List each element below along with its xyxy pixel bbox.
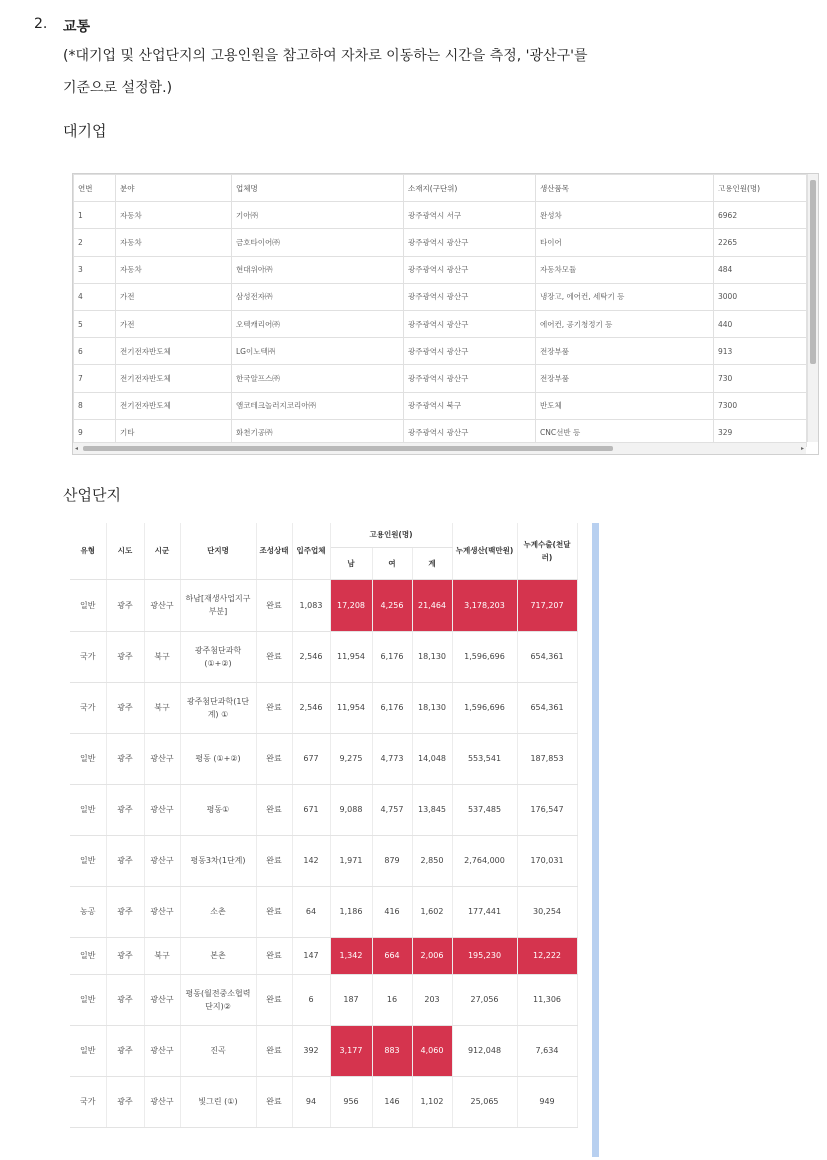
industrial-complex-heading: 산업단지: [63, 486, 121, 504]
location-cell: 광주광역시 북구: [404, 392, 536, 419]
city-cell: 광주: [106, 1025, 144, 1076]
column-header: 고용인원(명): [714, 175, 807, 202]
header-district: 시군: [144, 523, 180, 579]
female-cell: 883: [372, 1025, 412, 1076]
export-cell: 654,361: [517, 631, 577, 682]
production-cell: 1,596,696: [452, 631, 517, 682]
industrial-complex-table: [70, 523, 578, 1128]
name-cell: 평동 (①+②): [180, 733, 256, 784]
production-cell: 195,230: [452, 937, 517, 974]
export-cell: 170,031: [517, 835, 577, 886]
table-row: [70, 631, 577, 682]
product-cell: 에어컨, 공기청정기 등: [536, 310, 714, 337]
name-cell: 광주첨단과학(①+②): [180, 631, 256, 682]
field-cell: 전기전자반도체: [116, 392, 232, 419]
district-cell: 북구: [144, 937, 180, 974]
status-cell: 완료: [256, 937, 292, 974]
companies-cell: 2,546: [292, 682, 330, 733]
companies-cell: 94: [292, 1076, 330, 1127]
production-cell: 27,056: [452, 974, 517, 1025]
name-cell: 광주첨단과학(1단계) ①: [180, 682, 256, 733]
male-cell: 9,275: [330, 733, 372, 784]
employee-count-cell: 2265: [714, 229, 807, 256]
status-cell: 완료: [256, 733, 292, 784]
row-number-cell: 3: [74, 256, 116, 283]
header-male: 남: [330, 547, 372, 579]
city-cell: 광주: [106, 682, 144, 733]
type-cell: 일반: [70, 937, 106, 974]
companies-cell: 1,083: [292, 579, 330, 631]
section-note-line-1: (*대기업 및 산업단지의 고용인원을 참고하여 자차로 이동하는 시간을 측정, '광산구'를: [63, 48, 588, 64]
district-cell: 광산구: [144, 1076, 180, 1127]
location-cell: 광주광역시 서구: [404, 202, 536, 229]
male-cell: 187: [330, 974, 372, 1025]
field-cell: 자동차: [116, 202, 232, 229]
status-cell: 완료: [256, 682, 292, 733]
female-cell: 4,256: [372, 579, 412, 631]
product-cell: 전장부품: [536, 338, 714, 365]
status-cell: 완료: [256, 974, 292, 1025]
table-row: [74, 202, 807, 229]
district-cell: 광산구: [144, 835, 180, 886]
field-cell: 자동차: [116, 256, 232, 283]
product-cell: 전장부품: [536, 365, 714, 392]
column-header: 업체명: [232, 175, 404, 202]
table-row: [70, 784, 577, 835]
total-cell: 18,130: [412, 631, 452, 682]
city-cell: 광주: [106, 1076, 144, 1127]
production-cell: 553,541: [452, 733, 517, 784]
total-cell: 14,048: [412, 733, 452, 784]
header-city: 시도: [106, 523, 144, 579]
total-cell: 1,602: [412, 886, 452, 937]
total-cell: 18,130: [412, 682, 452, 733]
company-cell: 오텍캐리어㈜: [232, 310, 404, 337]
male-cell: 1,186: [330, 886, 372, 937]
type-cell: 일반: [70, 1025, 106, 1076]
name-cell: 평동(월전중소협력단지)②: [180, 974, 256, 1025]
name-cell: 본촌: [180, 937, 256, 974]
location-cell: 광주광역시 광산구: [404, 256, 536, 283]
district-cell: 광산구: [144, 579, 180, 631]
location-cell: 광주광역시 광산구: [404, 365, 536, 392]
female-cell: 4,773: [372, 733, 412, 784]
scroll-right-arrow-icon[interactable]: ▸: [800, 445, 804, 452]
table-row: [70, 835, 577, 886]
header-production: 누계생산(백만원): [452, 523, 517, 579]
large-enterprise-heading: 대기업: [63, 122, 107, 140]
row-number-cell: 6: [74, 338, 116, 365]
header-total: 계: [412, 547, 452, 579]
production-cell: 177,441: [452, 886, 517, 937]
city-cell: 광주: [106, 937, 144, 974]
table-row: [70, 682, 577, 733]
industrial-complex-table-viewport: [70, 523, 580, 1136]
type-cell: 국가: [70, 1076, 106, 1127]
field-cell: 가전: [116, 283, 232, 310]
production-cell: 1,596,696: [452, 682, 517, 733]
type-cell: 국가: [70, 682, 106, 733]
male-cell: 3,177: [330, 1025, 372, 1076]
export-cell: 11,306: [517, 974, 577, 1025]
product-cell: 완성차: [536, 202, 714, 229]
type-cell: 일반: [70, 733, 106, 784]
export-cell: 30,254: [517, 886, 577, 937]
export-cell: 654,361: [517, 682, 577, 733]
type-cell: 농공: [70, 886, 106, 937]
male-cell: 11,954: [330, 682, 372, 733]
city-cell: 광주: [106, 835, 144, 886]
total-cell: 1,102: [412, 1076, 452, 1127]
table-row: [74, 256, 807, 283]
vertical-scroll-thumb[interactable]: [810, 180, 816, 364]
export-cell: 949: [517, 1076, 577, 1127]
name-cell: 소촌: [180, 886, 256, 937]
export-cell: 176,547: [517, 784, 577, 835]
city-cell: 광주: [106, 631, 144, 682]
location-cell: 광주광역시 광산구: [404, 419, 536, 446]
industrial-header-row-1: [70, 523, 577, 547]
field-cell: 자동차: [116, 229, 232, 256]
company-cell: 기아㈜: [232, 202, 404, 229]
employee-count-cell: 440: [714, 310, 807, 337]
field-cell: 전기전자반도체: [116, 338, 232, 365]
status-cell: 완료: [256, 784, 292, 835]
total-cell: 13,845: [412, 784, 452, 835]
column-header: 연번: [74, 175, 116, 202]
city-cell: 광주: [106, 733, 144, 784]
status-cell: 완료: [256, 579, 292, 631]
city-cell: 광주: [106, 886, 144, 937]
location-cell: 광주광역시 광산구: [404, 338, 536, 365]
city-cell: 광주: [106, 974, 144, 1025]
scroll-indicator-bar: [592, 523, 599, 1157]
row-number-cell: 9: [74, 419, 116, 446]
table-row: [74, 229, 807, 256]
header-female: 여: [372, 547, 412, 579]
header-name: 단지명: [180, 523, 256, 579]
row-number-cell: 8: [74, 392, 116, 419]
row-number-cell: 4: [74, 283, 116, 310]
name-cell: 빛그린 (①): [180, 1076, 256, 1127]
export-cell: 7,634: [517, 1025, 577, 1076]
companies-cell: 677: [292, 733, 330, 784]
production-cell: 25,065: [452, 1076, 517, 1127]
company-cell: LG이노텍㈜: [232, 338, 404, 365]
header-companies: 입주업체: [292, 523, 330, 579]
total-cell: 4,060: [412, 1025, 452, 1076]
company-cell: 한국알프스㈜: [232, 365, 404, 392]
name-cell: 평동①: [180, 784, 256, 835]
employee-count-cell: 6962: [714, 202, 807, 229]
employee-count-cell: 3000: [714, 283, 807, 310]
production-cell: 912,048: [452, 1025, 517, 1076]
male-cell: 9,088: [330, 784, 372, 835]
table-row: [74, 338, 807, 365]
field-cell: 전기전자반도체: [116, 365, 232, 392]
city-cell: 광주: [106, 784, 144, 835]
section-title: 교통: [63, 19, 91, 35]
district-cell: 광산구: [144, 1025, 180, 1076]
female-cell: 879: [372, 835, 412, 886]
row-number-cell: 5: [74, 310, 116, 337]
status-cell: 완료: [256, 1025, 292, 1076]
female-cell: 664: [372, 937, 412, 974]
production-cell: 3,178,203: [452, 579, 517, 631]
total-cell: 2,850: [412, 835, 452, 886]
district-cell: 광산구: [144, 974, 180, 1025]
total-cell: 21,464: [412, 579, 452, 631]
column-header: 분야: [116, 175, 232, 202]
vertical-scrollbar[interactable]: [807, 174, 818, 442]
header-type: 유형: [70, 523, 106, 579]
column-header: 생산품목: [536, 175, 714, 202]
horizontal-scroll-thumb[interactable]: [83, 446, 613, 451]
type-cell: 일반: [70, 784, 106, 835]
field-cell: 가전: [116, 310, 232, 337]
section-note-line-2: 기준으로 설정함.): [63, 80, 173, 96]
female-cell: 416: [372, 886, 412, 937]
companies-cell: 392: [292, 1025, 330, 1076]
employee-count-cell: 484: [714, 256, 807, 283]
male-cell: 1,342: [330, 937, 372, 974]
table-row: [70, 974, 577, 1025]
product-cell: 자동차모듈: [536, 256, 714, 283]
location-cell: 광주광역시 광산구: [404, 229, 536, 256]
employee-count-cell: 329: [714, 419, 807, 446]
total-cell: 203: [412, 974, 452, 1025]
large-enterprise-table-viewport[interactable]: [72, 173, 819, 455]
female-cell: 6,176: [372, 682, 412, 733]
employee-count-cell: 913: [714, 338, 807, 365]
employee-count-cell: 730: [714, 365, 807, 392]
table-row: [74, 310, 807, 337]
status-cell: 완료: [256, 835, 292, 886]
companies-cell: 64: [292, 886, 330, 937]
product-cell: CNC선반 등: [536, 419, 714, 446]
name-cell: 평동3차(1단계): [180, 835, 256, 886]
table-row: [70, 733, 577, 784]
product-cell: 반도체: [536, 392, 714, 419]
district-cell: 광산구: [144, 886, 180, 937]
companies-cell: 142: [292, 835, 330, 886]
companies-cell: 6: [292, 974, 330, 1025]
header-export: 누계수출(천달러): [517, 523, 577, 579]
section-number: 2.: [34, 16, 48, 32]
table-row: [74, 365, 807, 392]
company-cell: 화천기공㈜: [232, 419, 404, 446]
company-cell: 삼성전자㈜: [232, 283, 404, 310]
company-cell: 앰코테크놀러지코리아㈜: [232, 392, 404, 419]
district-cell: 북구: [144, 631, 180, 682]
district-cell: 북구: [144, 682, 180, 733]
table-row: [74, 392, 807, 419]
district-cell: 광산구: [144, 784, 180, 835]
export-cell: 187,853: [517, 733, 577, 784]
table-row: [70, 1025, 577, 1076]
female-cell: 146: [372, 1076, 412, 1127]
male-cell: 956: [330, 1076, 372, 1127]
company-cell: 금호타이어㈜: [232, 229, 404, 256]
status-cell: 완료: [256, 631, 292, 682]
export-cell: 12,222: [517, 937, 577, 974]
row-number-cell: 7: [74, 365, 116, 392]
large-enterprise-table: [73, 174, 807, 447]
product-cell: 냉장고, 에어컨, 세탁기 등: [536, 283, 714, 310]
horizontal-scrollbar[interactable]: [73, 442, 806, 454]
male-cell: 1,971: [330, 835, 372, 886]
male-cell: 17,208: [330, 579, 372, 631]
location-cell: 광주광역시 광산구: [404, 310, 536, 337]
name-cell: 하남[재생사업지구부분]: [180, 579, 256, 631]
row-number-cell: 1: [74, 202, 116, 229]
export-cell: 717,207: [517, 579, 577, 631]
status-cell: 완료: [256, 886, 292, 937]
product-cell: 타이어: [536, 229, 714, 256]
companies-cell: 2,546: [292, 631, 330, 682]
table-row: [70, 886, 577, 937]
type-cell: 일반: [70, 835, 106, 886]
city-cell: 광주: [106, 579, 144, 631]
district-cell: 광산구: [144, 733, 180, 784]
table-row: [70, 937, 577, 974]
location-cell: 광주광역시 광산구: [404, 283, 536, 310]
row-number-cell: 2: [74, 229, 116, 256]
production-cell: 537,485: [452, 784, 517, 835]
table-row: [74, 283, 807, 310]
field-cell: 기타: [116, 419, 232, 446]
table-row: [70, 1076, 577, 1127]
column-header: 소재지(구단위): [404, 175, 536, 202]
production-cell: 2,764,000: [452, 835, 517, 886]
type-cell: 일반: [70, 579, 106, 631]
status-cell: 완료: [256, 1076, 292, 1127]
table-row: [70, 579, 577, 631]
companies-cell: 147: [292, 937, 330, 974]
large-enterprise-header-row: [74, 175, 807, 202]
total-cell: 2,006: [412, 937, 452, 974]
company-cell: 현대위아㈜: [232, 256, 404, 283]
female-cell: 6,176: [372, 631, 412, 682]
male-cell: 11,954: [330, 631, 372, 682]
type-cell: 국가: [70, 631, 106, 682]
header-status: 조성상태: [256, 523, 292, 579]
employee-count-cell: 7300: [714, 392, 807, 419]
type-cell: 일반: [70, 974, 106, 1025]
header-employment: 고용인원(명): [330, 523, 452, 547]
scroll-left-arrow-icon[interactable]: ◂: [75, 445, 79, 452]
female-cell: 16: [372, 974, 412, 1025]
female-cell: 4,757: [372, 784, 412, 835]
name-cell: 진곡: [180, 1025, 256, 1076]
companies-cell: 671: [292, 784, 330, 835]
